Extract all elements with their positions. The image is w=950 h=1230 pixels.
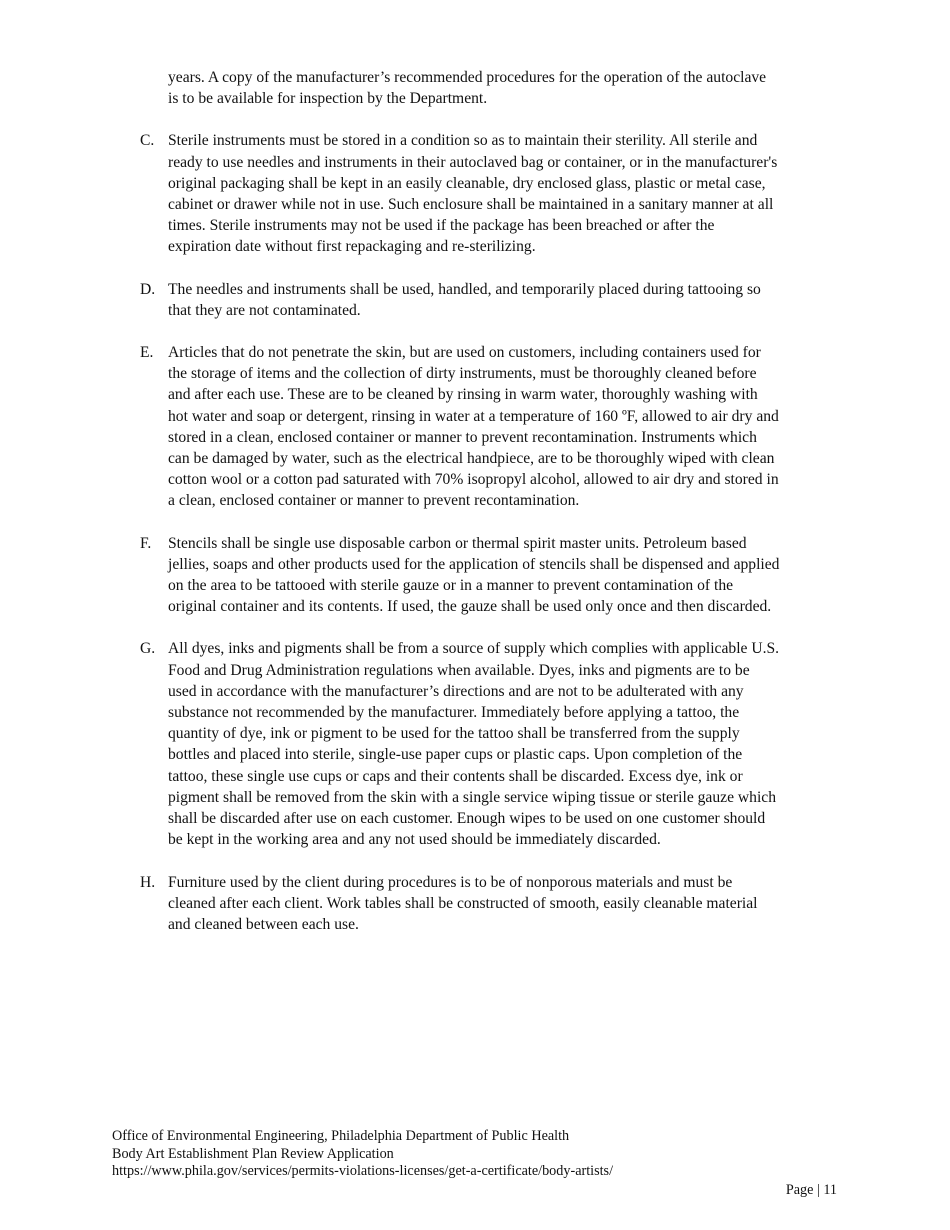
list-item-text: The needles and instruments shall be used, handled, and temporarily placed during tattooing so that they are not contaminated. (168, 280, 761, 319)
list-item-text: Stencils shall be single use disposable carbon or thermal spirit master units. Petroleum based jellies, soaps and other products used for the application of stencils shall be dispensed and applied on the area to be tattooed with sterile gauze or in a manner to prevent contamination of the original container and its contents. If used, the gauze shall be used only once and then discarded. (168, 534, 780, 616)
footer-url-line: https://www.phila.gov/services/permits-violations-licenses/get-a-certificate/body-artists/ (112, 1163, 614, 1179)
list-item-e (140, 342, 845, 512)
page-body (140, 67, 845, 956)
page-footer (112, 1128, 613, 1181)
list-item-letter: H. (140, 873, 156, 891)
list-item-c (140, 130, 845, 257)
continued-paragraph-text: years. A copy of the manufacturer’s recommended procedures for the operation of the autoclave is to be available for inspection by the Department. (168, 69, 767, 108)
footer-application-line: Body Art Establishment Plan Review Application (112, 1145, 394, 1162)
page-number: Page | 11 (785, 1182, 837, 1198)
list-item-text: All dyes, inks and pigments shall be from a source of supply which complies with applicable U.S. Food and Drug Administration regulations when available. Dyes, inks and pigments are to be used in accordance with the manufacturer’s directions and are not to be adulterated with any substance not recommended by the manufacturer. Immediately before applying a tattoo, the quantity of dye, ink or pigment to be used for the tattoo shall be transferred from the supply bottles and placed into sterile, single-use paper cups or plastic caps. Upon completion of the tattoo, these single use cups or caps and their contents shall be discarded. Excess dye, ink or pigment shall be removed from the skin with a single service wiping tissue or sterile gauze which shall be discarded after use on each customer. Enough wipes to be used on one customer should be kept in the working area and any not used should be immediately discarded. (168, 640, 780, 849)
list-item-text: Sterile instruments must be stored in a condition so as to maintain their sterility. All sterile and ready to use needles and instruments in their autoclaved bag or container, or in the manufacturer's original packaging shall be kept in an easily cleanable, dry enclosed glass, plastic or metal case, cabinet or drawer while not in use. Such enclosure shall be maintained in a sanitary manner at all times. Sterile instruments may not be used if the package has been breached or after the expiration date without first repackaging and re-sterilizing. (168, 132, 778, 256)
list-item-d (140, 279, 845, 321)
list-item-text: Articles that do not penetrate the skin, but are used on customers, including containers used for the storage of items and the collection of dirty instruments, must be thoroughly cleaned before and after each use. These are to be cleaned by rinsing in warm water, thoroughly washing with hot water and soap or detergent, rinsing in water at a temperature of 160 ºF, allowed to air dry and stored in a clean, enclosed container or manner to prevent recontamination. Instruments which can be damaged by water, such as the electrical handpiece, are to be thoroughly wiped with clean cotton wool or a cotton pad saturated with 70% isopropyl alcohol, allowed to air dry and stored in a clean, enclosed container or manner to prevent recontamination. (168, 344, 779, 510)
list-item-letter: D. (140, 280, 156, 298)
list-item-letter: C. (140, 132, 155, 150)
continued-paragraph (140, 67, 845, 109)
list-item-text: Furniture used by the client during procedures is to be of nonporous materials and must be cleaned after each client. Work tables shall be constructed of smooth, easily cleanable material and cleaned between each use. (168, 873, 758, 933)
list-item-letter: G. (140, 640, 156, 658)
list-item-letter: F. (140, 534, 152, 552)
list-item-g (140, 638, 845, 850)
list-item-h (140, 872, 845, 936)
list-item-f (140, 533, 845, 618)
list-item-letter: E. (140, 344, 154, 362)
footer-office-line: Office of Environmental Engineering, Philadelphia Department of Public Health (112, 1128, 570, 1144)
